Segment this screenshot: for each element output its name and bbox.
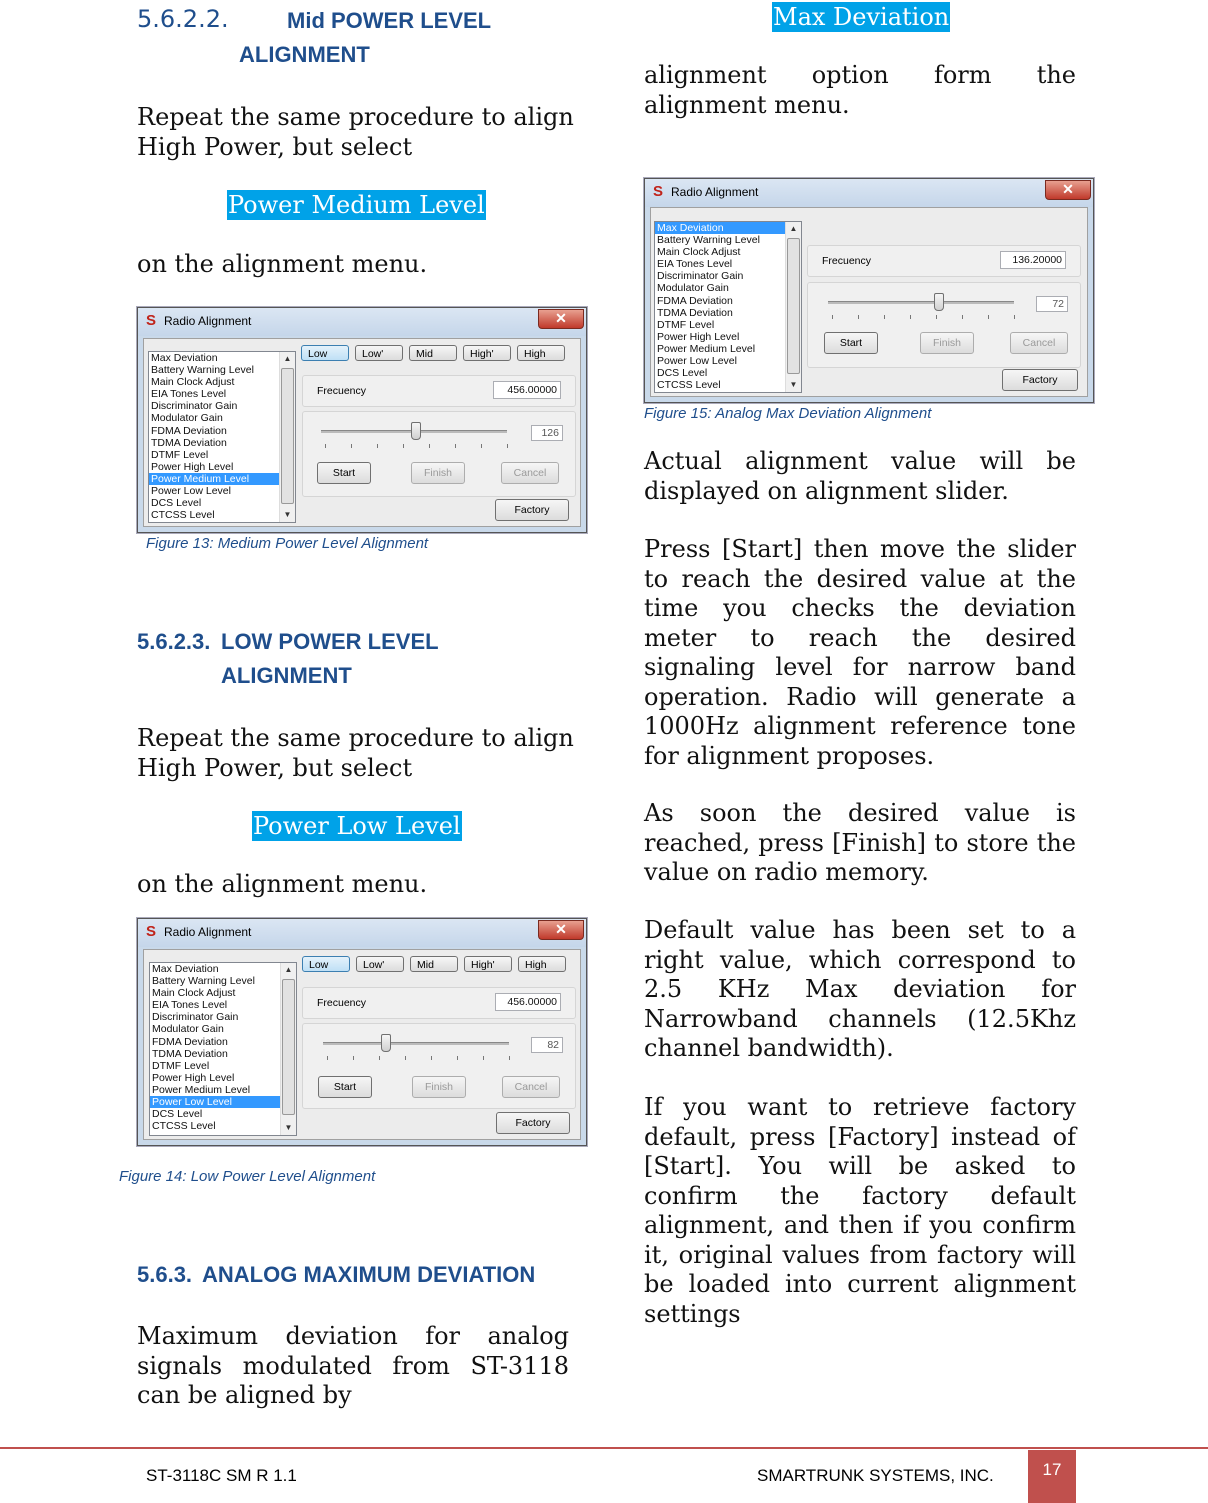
list-item[interactable]: Battery Warning Level — [657, 234, 760, 247]
list-item[interactable]: Max Deviation — [655, 222, 801, 234]
highlight-option: Power Low Level — [253, 812, 461, 840]
list-item[interactable]: Battery Warning Level — [152, 975, 255, 988]
frequency-field[interactable]: 456.00000 — [493, 381, 561, 399]
slider-tick — [988, 315, 989, 319]
scroll-up-icon[interactable]: ▲ — [283, 354, 292, 363]
frequency-group — [302, 375, 576, 407]
alignment-slider-thumb[interactable] — [411, 422, 421, 440]
list-item[interactable]: EIA Tones Level — [151, 388, 227, 401]
list-item[interactable]: Main Clock Adjust — [152, 987, 236, 1000]
slider-tick — [325, 444, 326, 448]
paragraph: on the alignment menu. — [137, 250, 428, 278]
client-area — [143, 949, 581, 1140]
slider-value-field: 72 — [1036, 296, 1068, 312]
app-logo-icon: S — [146, 312, 157, 329]
power-level-button[interactable]: Low' — [356, 956, 404, 972]
slider-tick — [884, 315, 885, 319]
factory-button[interactable]: Factory — [1002, 369, 1078, 391]
section-5-6-3-title: ANALOG MAXIMUM DEVIATION — [202, 1262, 536, 1287]
highlight-option: Power Medium Level — [228, 191, 485, 219]
list-item[interactable]: Modulator Gain — [151, 412, 223, 425]
slider-group — [302, 1023, 576, 1109]
list-item[interactable]: DCS Level — [151, 497, 202, 510]
client-area — [143, 338, 581, 527]
slider-group — [807, 282, 1081, 368]
list-item[interactable]: CTCSS Level — [657, 379, 721, 392]
footer-doc-id: ST-3118C SM R 1.1 — [146, 1466, 297, 1485]
alignment-slider-track[interactable] — [323, 1042, 509, 1045]
list-item[interactable]: DTMF Level — [152, 1059, 210, 1072]
close-button[interactable]: ✕ — [538, 920, 584, 940]
slider-tick — [1014, 315, 1015, 319]
list-item[interactable]: Main Clock Adjust — [151, 376, 235, 389]
list-item[interactable]: Main Clock Adjust — [657, 246, 741, 259]
power-level-button[interactable]: High' — [464, 956, 512, 972]
paragraph: As soon the desired value is reached, press [Finish] to store the value on radio memory. — [644, 799, 1076, 886]
app-logo-icon: S — [653, 183, 664, 200]
slider-tick — [455, 444, 456, 448]
figure-15-caption: Figure 15: Analog Max Deviation Alignment — [644, 405, 932, 422]
list-item[interactable]: Power Low Level — [657, 355, 737, 368]
section-5-6-2-2-number: 5.6.2.2. — [137, 5, 229, 33]
scrollbar[interactable] — [785, 222, 801, 392]
paragraph: Repeat the same procedure to align High Power, but select — [137, 103, 574, 161]
list-item[interactable]: Power High Level — [152, 1071, 235, 1084]
alignment-list[interactable] — [149, 962, 297, 1136]
list-item[interactable]: EIA Tones Level — [657, 258, 733, 271]
paragraph: alignment option form the alignment menu. — [644, 61, 1076, 119]
list-item[interactable]: Modulator Gain — [152, 1023, 224, 1036]
scroll-up-icon[interactable]: ▲ — [284, 965, 293, 974]
window-title: Radio Alignment — [164, 314, 252, 328]
power-level-button[interactable]: High — [518, 956, 566, 972]
title-bar — [645, 179, 1093, 207]
paragraph: Repeat the same procedure to align High Power, but select — [137, 724, 574, 782]
frequency-group — [807, 245, 1081, 277]
radio-alignment-window-fig15 — [644, 178, 1094, 403]
list-item[interactable]: Max Deviation — [151, 352, 218, 364]
title-bar — [138, 919, 586, 947]
start-button[interactable]: Start — [317, 462, 371, 484]
footer-rule — [0, 1447, 1208, 1449]
slider-tick — [962, 315, 963, 319]
paragraph: Default value has been set to a right value, which correspond to 2.5 KHz Max deviation for Narrowband channels (12.5Khz channel bandwidth). — [644, 916, 1076, 1062]
list-item[interactable]: Power Medium Level — [152, 1083, 251, 1096]
slider-tick — [429, 444, 430, 448]
section-5-6-2-2-title-b: ALIGNMENT — [239, 42, 370, 67]
alignment-slider-track[interactable] — [828, 301, 1014, 304]
list-item[interactable]: Power Low Level — [151, 485, 231, 498]
figure-13-caption: Figure 13: Medium Power Level Alignment — [146, 535, 429, 552]
slider-tick — [507, 444, 508, 448]
title-bar — [138, 308, 586, 336]
list-item[interactable]: Power High Level — [151, 460, 234, 473]
paragraph: If you want to retrieve factory default, press [Factory] instead of [Start]. You will be asked to confirm the factory default alignment, and then if you confirm it, original values from factory will be loaded into current alignment settings — [644, 1093, 1076, 1328]
footer-company: SMARTRUNK SYSTEMS, INC. — [757, 1466, 994, 1485]
list-item[interactable]: CTCSS Level — [152, 1120, 216, 1133]
slider-tick — [403, 444, 404, 448]
list-item[interactable]: Modulator Gain — [657, 282, 729, 295]
slider-tick — [431, 1056, 432, 1060]
list-item[interactable]: TDMA Deviation — [657, 306, 733, 319]
alignment-slider-thumb[interactable] — [934, 293, 944, 311]
list-item[interactable]: Max Deviation — [152, 963, 219, 975]
scroll-down-icon[interactable]: ▼ — [283, 510, 292, 519]
list-item[interactable]: DTMF Level — [151, 448, 209, 461]
slider-tick — [351, 444, 352, 448]
list-item[interactable]: DTMF Level — [657, 318, 715, 331]
paragraph: Maximum deviation for analog signals modulated from ST-3118 can be aligned by — [137, 1322, 569, 1409]
factory-button[interactable]: Factory — [496, 1112, 570, 1134]
slider-value-field: 126 — [531, 425, 563, 441]
highlight-option: Max Deviation — [773, 3, 950, 31]
list-item[interactable]: Power Low Level — [150, 1096, 296, 1108]
slider-tick — [379, 1056, 380, 1060]
slider-tick — [353, 1056, 354, 1060]
list-item[interactable]: Power Medium Level — [657, 342, 756, 355]
slider-tick — [457, 1056, 458, 1060]
figure-14-caption: Figure 14: Low Power Level Alignment — [119, 1168, 376, 1185]
slider-tick — [509, 1056, 510, 1060]
close-button[interactable]: ✕ — [1045, 180, 1091, 200]
section-5-6-2-3-number: 5.6.2.3. — [137, 629, 211, 654]
list-item[interactable]: Power Medium Level — [149, 473, 295, 485]
section-5-6-2-2-title-a: Mid POWER LEVEL — [287, 8, 492, 33]
power-level-button[interactable]: High — [517, 345, 565, 361]
section-5-6-2-3-title-a: LOW POWER LEVEL — [221, 629, 439, 654]
list-item[interactable]: DCS Level — [152, 1108, 203, 1121]
finish-button[interactable]: Finish — [411, 462, 465, 484]
list-item[interactable]: TDMA Deviation — [151, 436, 227, 449]
power-level-button[interactable]: Mid — [409, 345, 457, 361]
paragraph: Press [Start] then move the slider to reach the desired value at the time you checks the deviation meter to reach the desired signaling level for narrow band operation. Radio will generate a 1000Hz alignment reference tone for alignment proposes. — [644, 535, 1076, 770]
list-item[interactable]: Battery Warning Level — [151, 364, 254, 377]
scroll-thumb[interactable] — [787, 238, 800, 374]
slider-tick — [481, 444, 482, 448]
window-title: Radio Alignment — [164, 925, 252, 939]
scrollbar[interactable] — [280, 963, 296, 1135]
power-level-button[interactable]: Low — [301, 345, 349, 361]
list-item[interactable]: CTCSS Level — [151, 509, 215, 522]
scroll-thumb[interactable] — [281, 368, 294, 504]
power-level-button[interactable]: Low — [302, 956, 350, 972]
scroll-thumb[interactable] — [282, 979, 295, 1115]
list-item[interactable]: FDMA Deviation — [151, 424, 227, 437]
slider-tick — [910, 315, 911, 319]
scrollbar[interactable] — [279, 352, 295, 522]
cancel-button[interactable]: Cancel — [1010, 332, 1068, 354]
frequency-field[interactable]: 136.20000 — [1000, 251, 1066, 269]
page-number-text: 17 — [1042, 1460, 1062, 1479]
list-item[interactable]: TDMA Deviation — [152, 1047, 228, 1060]
list-item[interactable]: Discriminator Gain — [151, 400, 238, 413]
app-logo-icon: S — [146, 923, 157, 940]
power-level-button[interactable]: Mid — [410, 956, 458, 972]
close-button[interactable]: ✕ — [538, 309, 584, 329]
paragraph: on the alignment menu. — [137, 870, 428, 898]
start-button[interactable]: Start — [318, 1076, 372, 1098]
frequency-label: Frecuency — [317, 385, 367, 397]
list-item[interactable]: EIA Tones Level — [152, 999, 228, 1012]
power-level-button[interactable]: High' — [463, 345, 511, 361]
finish-button[interactable]: Finish — [920, 332, 974, 354]
frequency-label: Frecuency — [317, 997, 367, 1009]
paragraph: Actual alignment value will be displayed on alignment slider. — [644, 447, 1076, 505]
frequency-label: Frecuency — [822, 255, 872, 267]
slider-tick — [483, 1056, 484, 1060]
slider-tick — [377, 444, 378, 448]
window-title: Radio Alignment — [671, 185, 759, 199]
slider-group — [302, 411, 576, 497]
radio-alignment-window-fig14 — [137, 918, 587, 1146]
factory-button[interactable]: Factory — [495, 499, 569, 521]
frequency-group — [302, 987, 576, 1019]
cancel-button[interactable]: Cancel — [502, 1076, 560, 1098]
slider-tick — [405, 1056, 406, 1060]
alignment-list[interactable] — [654, 221, 802, 393]
scroll-up-icon[interactable]: ▲ — [789, 224, 798, 233]
slider-value-field: 82 — [531, 1037, 563, 1053]
scroll-down-icon[interactable]: ▼ — [284, 1123, 293, 1132]
slider-tick — [327, 1056, 328, 1060]
frequency-field[interactable]: 456.00000 — [495, 993, 561, 1011]
slider-tick — [832, 315, 833, 319]
client-area — [650, 207, 1088, 397]
radio-alignment-window-fig13 — [137, 307, 587, 533]
list-item[interactable]: Discriminator Gain — [152, 1011, 239, 1024]
scroll-down-icon[interactable]: ▼ — [789, 380, 798, 389]
slider-tick — [936, 315, 937, 319]
start-button[interactable]: Start — [824, 332, 878, 354]
list-item[interactable]: Discriminator Gain — [657, 270, 744, 283]
slider-tick — [858, 315, 859, 319]
cancel-button[interactable]: Cancel — [501, 462, 559, 484]
section-5-6-3-number: 5.6.3. — [137, 1262, 193, 1287]
section-5-6-2-3-title-b: ALIGNMENT — [221, 663, 352, 688]
page-number — [1028, 1450, 1076, 1503]
finish-button[interactable]: Finish — [412, 1076, 466, 1098]
list-item[interactable]: Power High Level — [657, 330, 740, 343]
list-item[interactable]: FDMA Deviation — [657, 294, 733, 307]
list-item[interactable]: FDMA Deviation — [152, 1035, 228, 1048]
power-level-button[interactable]: Low' — [355, 345, 403, 361]
alignment-list[interactable] — [148, 351, 296, 523]
alignment-slider-thumb[interactable] — [381, 1034, 391, 1052]
list-item[interactable]: DCS Level — [657, 367, 708, 380]
